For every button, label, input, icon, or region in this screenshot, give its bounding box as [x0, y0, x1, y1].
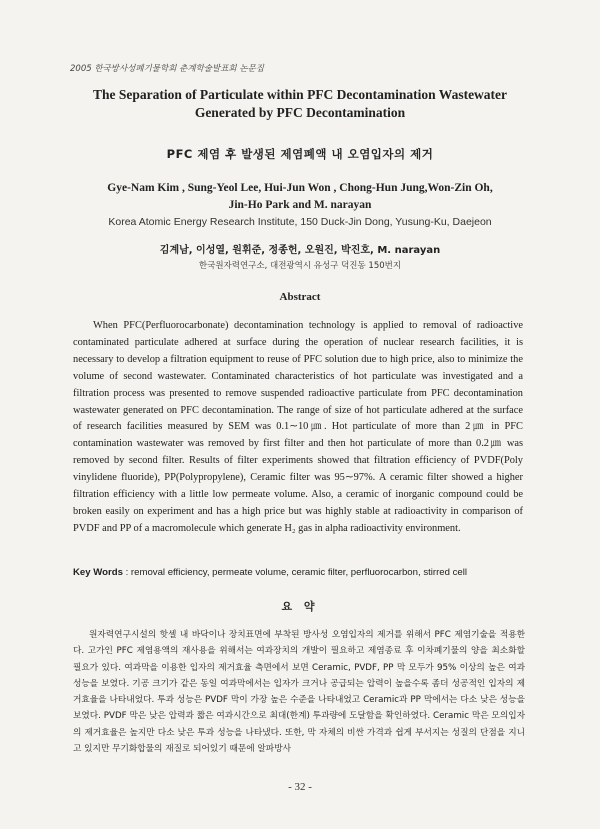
- paper-title-line-2: Generated by PFC Decontamination: [194, 105, 406, 120]
- running-header: 2005 한국방사성폐기물학회 춘계학술발표회 논문집: [70, 64, 264, 74]
- korean-summary-heading: 요 약: [281, 600, 319, 613]
- korean-summary-paragraph: 원자력연구시설의 핫셀 내 바닥이나 장치표면에 부착된 방사성 오염입자의 제거를 위해서 PFC 제염기술을 적용한다. 고가인 PFC 제염용액의 재사용을 위해서는 여과장치의 개발이 필요하고 제염종료 후 이차폐기물의 양을 최소화할 필요가 있다. 여과막을 이용한 입자의 제거효율 측면에서 보면 Ceramic, PVDF, PP 막 모두가 95% 이상의 높은 여과 성능을 보였다. 기공 크기가 같은 동일 여과막에서는 입자가 크거나 공급되는 압력이 높을수록 좀더 성공적인 입자의 제거효율을 나타내었다. 투과 성능은 PVDF 막이 가장 높은 수준을 나타내었고 Ceramic과 PP 막에서는 다소 낮은 성능을 보였다. PVDF 막은 낮은 압력과 짧은 여과시간으로 최대(한계) 투과량에 도달함을 확인하였다. Ceramic 막은 모의입자의 제거효율은 높지만 다소 낮은 투과 성능을 나타냈다. 또한, 막 자체의 비싼 가격과 쉽게 부서지는 성질의 단점을 지니고 있지만 무기화합물의 재질로 되어있기 때문에 알파방사: [73, 630, 525, 755]
- abstract-paragraph: When PFC(Perfluorocarbonate) decontamination technology is applied to removal of radioactive contaminated particulate adhered at surface during the operation of nuclear research facilities, it is necessary to develop a filtration equipment to reuse of PFC solution due to high price, also to minimize the volume of second wastewater. Contaminated characteristics of hot particulate was investigated and a filtration process was presented to remove suspended radioactive particulate from PFC decontamination wastewater generated on PFC decontamination. The range of size of hot particulate adhered at the surface of research facilities measured by SEM was 0.1∼10㎛. Hot particulate of more than 2㎛ in PFC contamination wastewater was removed by first filter and then hot particulate of more than 0.2㎛ was removed by second filter. Results of filter experiments showed that filtration efficiency of PVDF(Poly vinylidene fluoride), PP(Polypropylene), Ceramic filter was 95∼97%. A ceramic filter showed a higher filtration efficiency with a little low permeate volume. Also, a ceramic of inorganic compound could be broken easily on experiment and has a high price but was highly stable at radioactivity in comparison of PVDF and PP of a macromolecule which generate H₂ gas in alpha radioactivity environment.: [73, 320, 523, 534]
- paper-title: [40, 86, 560, 122]
- author-list-korean: 김계남, 이성열, 원휘준, 정종헌, 오원진, 박진호, M. narayan: [159, 245, 441, 256]
- affiliation: Korea Atomic Energy Research Institute, 150 Duck-Jin Dong, Yusung-Ku, Daejeon: [108, 216, 492, 228]
- author-list: [40, 180, 560, 214]
- paper-title-line-1: The Separation of Particulate within PFC Decontamination Wastewater: [92, 87, 508, 102]
- keywords-list: : removal efficiency, permeate volume, ceramic filter, perfluorocarbon, stirred cell: [122, 567, 468, 578]
- paper-title-korean: PFC 제염 후 발생된 제염폐액 내 오염입자의 제거: [166, 147, 434, 161]
- author-list-line-1: Gye-Nam Kim , Sung-Yeol Lee, Hui-Jun Won , Chong-Hun Jung,Won-Zin Oh,: [107, 182, 493, 194]
- author-list-line-2: Jin-Ho Park and M. narayan: [228, 199, 372, 211]
- abstract-heading: Abstract: [279, 291, 321, 303]
- keywords: [73, 567, 533, 578]
- affiliation-korean: 한국원자력연구소, 대전광역시 유성구 덕진동 150번지: [198, 261, 402, 271]
- keywords-label: Key Words: [73, 567, 123, 578]
- page-number: - 32 -: [288, 781, 312, 793]
